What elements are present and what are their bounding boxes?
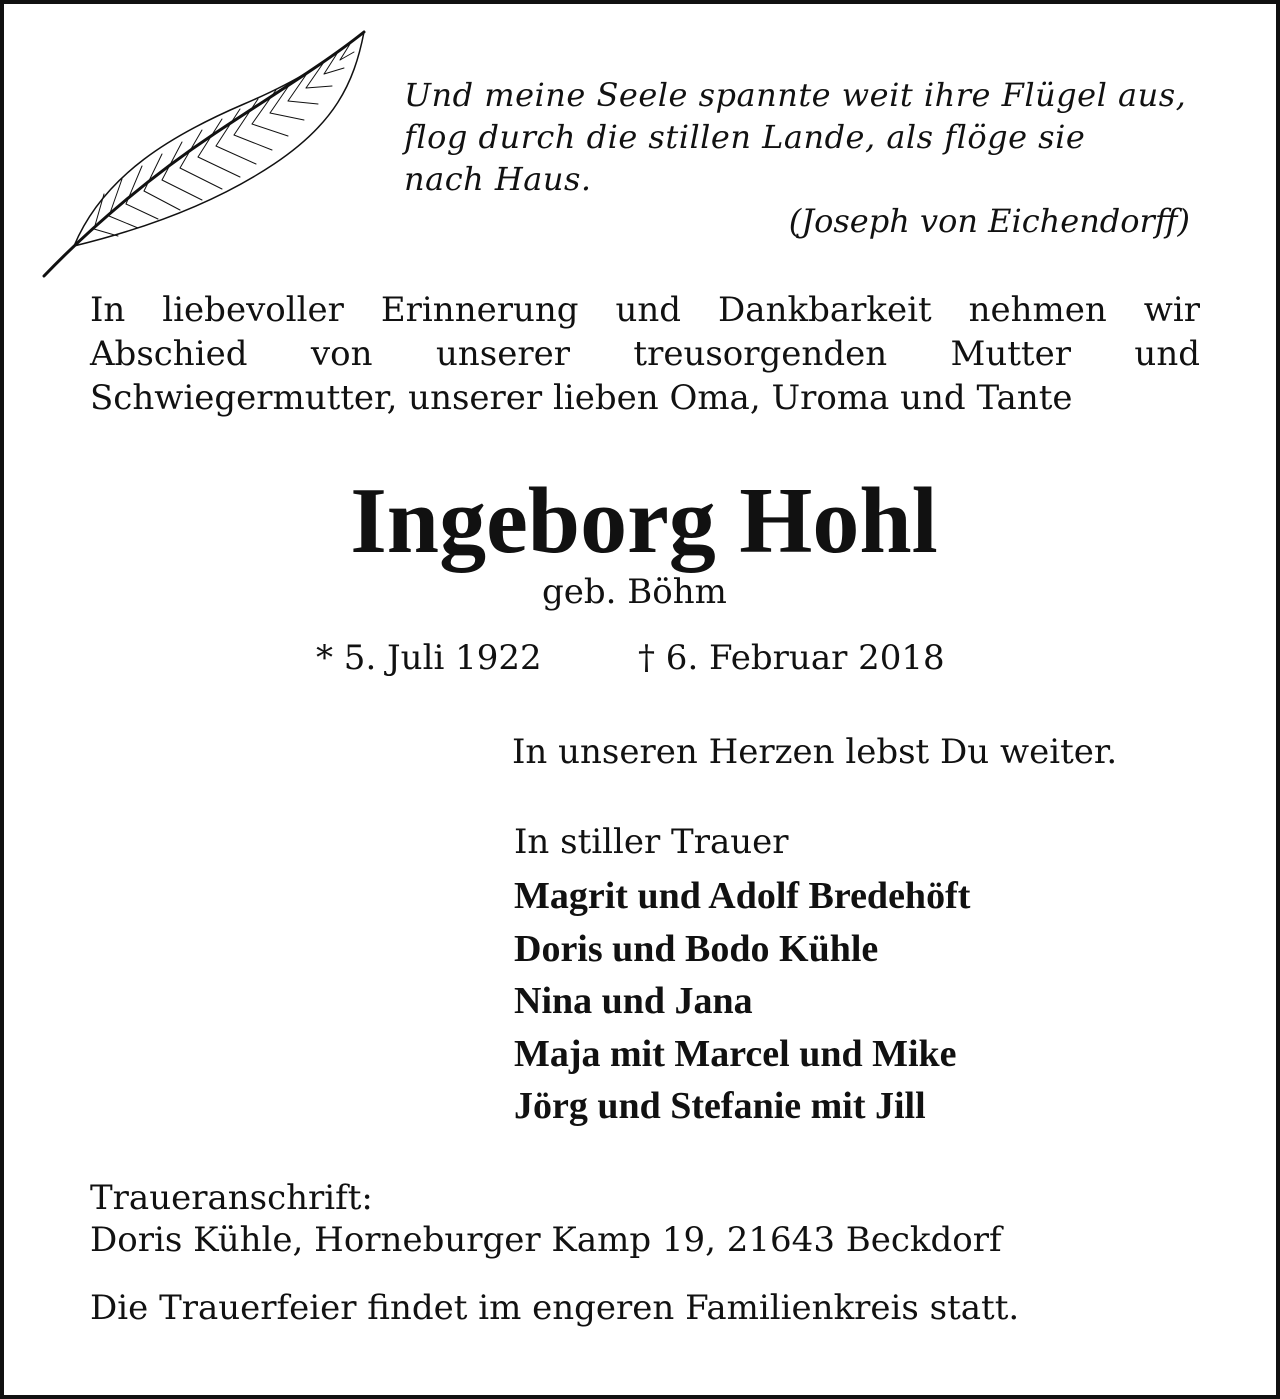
mourners-list xyxy=(514,870,970,1133)
intro-line: Abschied von unserer treusorgenden Mutter und xyxy=(90,334,1200,374)
quote-line: flog durch die stillen Lande, als flöge sie xyxy=(404,118,1086,156)
mourner-name: Maja mit Marcel und Mike xyxy=(514,1032,957,1075)
intro-text xyxy=(90,288,1200,420)
mourner-name: Magrit und Adolf Bredehöft xyxy=(514,875,971,917)
mourner-name: Jörg und Stefanie mit Jill xyxy=(514,1085,926,1127)
quote-line: nach Haus. xyxy=(404,160,592,198)
deceased-name: Ingeborg Hohl xyxy=(350,469,938,573)
ceremony-note: Die Trauerfeier findet im engeren Familienkreis statt. xyxy=(90,1288,1020,1328)
death-date: † 6. Februar 2018 xyxy=(638,638,945,678)
intro-line: Schwiegermutter, unserer lieben Oma, Uroma und Tante xyxy=(90,378,1073,418)
intro-line: In liebevoller Erinnerung und Dankbarkeit nehmen wir xyxy=(90,290,1200,330)
address-line: Doris Kühle, Horneburger Kamp 19, 21643 Beckdorf xyxy=(90,1220,1002,1260)
mourner-name: Nina und Jana xyxy=(514,980,753,1022)
epigraph-quote xyxy=(404,74,1204,200)
quote-line: Und meine Seele spannte weit ihre Flügel aus, xyxy=(404,76,1187,114)
mourner-name: Doris und Bodo Kühle xyxy=(514,927,879,970)
birth-date: * 5. Juli 1922 xyxy=(316,638,542,678)
quote-author: (Joseph von Eichendorff) xyxy=(788,202,1190,240)
mourners-intro: In stiller Trauer xyxy=(514,822,789,862)
motto: In unseren Herzen lebst Du weiter. xyxy=(512,732,1118,772)
address-label: Traueranschrift: xyxy=(90,1178,373,1218)
maiden-name: geb. Böhm xyxy=(542,572,727,612)
feather-icon xyxy=(34,24,394,284)
